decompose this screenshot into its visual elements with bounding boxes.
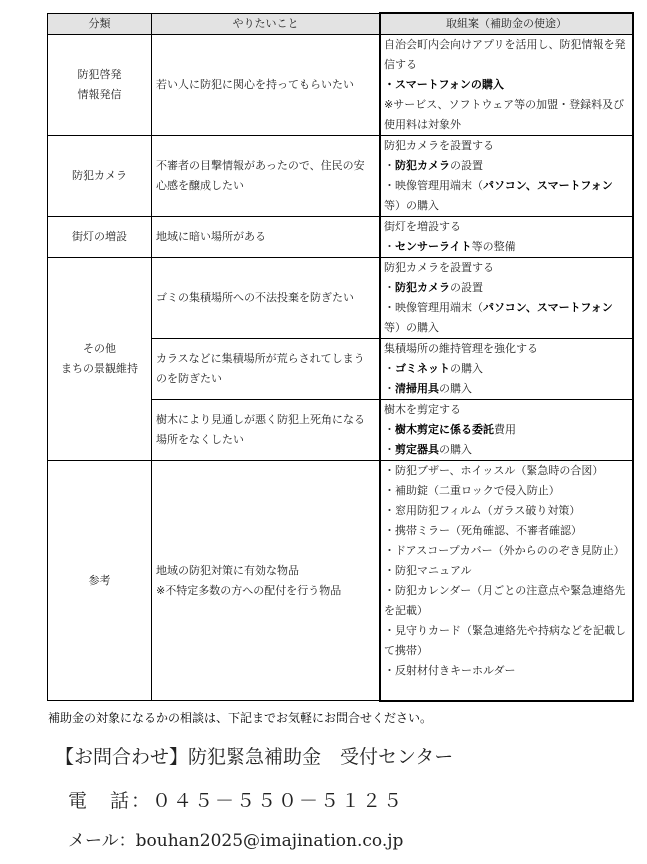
header-want: やりたいこと	[152, 13, 381, 35]
plan-line	[384, 136, 629, 156]
plan-text: 等）の購入	[384, 321, 439, 334]
plan-text-bold: 防犯カメラ	[395, 281, 450, 294]
plan-text: ・	[384, 159, 395, 172]
plan-cell	[380, 461, 633, 701]
header-plan: 取組案（補助金の使途）	[380, 13, 633, 35]
plan-text: ・	[384, 240, 395, 253]
want-line: 地域の防犯対策に有効な物品	[156, 563, 299, 577]
category-label: まちの景観維持	[61, 362, 138, 375]
category-cell	[48, 136, 152, 217]
plan-line	[384, 95, 629, 135]
plan-text: 等の整備	[471, 240, 516, 253]
plan-line	[384, 258, 629, 278]
category-label: 防犯啓発	[77, 68, 122, 81]
plan-text: の購入	[439, 443, 472, 456]
plan-text: ・	[384, 281, 395, 294]
category-cell	[48, 217, 152, 258]
category-cell	[48, 461, 152, 701]
plan-line	[384, 621, 629, 661]
plan-text: ・防犯カレンダー（月ごとの注意点や緊急連絡先を記載）	[384, 584, 626, 617]
category-cell	[48, 258, 152, 461]
plan-text: 樹木を剪定する	[384, 403, 461, 416]
plan-line	[384, 501, 629, 521]
plan-text: ・反射材付きキーホルダー	[384, 664, 516, 677]
plan-text: 防犯カメラを設置する	[384, 261, 494, 274]
consultation-note: 補助金の対象になるかの相談は、下記までお気軽にお問合せください。	[48, 711, 433, 725]
plan-text: ※サービス、ソフトウェア等の加盟・登録料及び使用料は対象外	[384, 98, 625, 131]
plan-line	[384, 75, 629, 95]
plan-line	[384, 359, 629, 379]
want-cell: カラスなどに集積場所が荒らされてしまうのを防ぎたい	[152, 339, 381, 400]
plan-text: の購入	[450, 362, 483, 375]
header-category: 分類	[48, 13, 152, 35]
table-row	[48, 217, 634, 258]
plan-line	[384, 35, 629, 75]
plan-text-bold: パソコン、スマートフォン	[483, 301, 613, 314]
plan-line	[384, 339, 629, 359]
plan-text: ・窓用防犯フィルム（ガラス破り対策）	[384, 504, 581, 517]
plan-text: 街灯を増設する	[384, 220, 461, 233]
plan-line	[384, 400, 629, 420]
table-row	[48, 35, 634, 136]
plan-line	[384, 581, 629, 621]
plan-text: の購入	[439, 382, 472, 395]
subsidy-usage-table	[47, 12, 634, 702]
contact-title: 【お問合わせ】防犯緊急補助金 受付センター	[55, 746, 454, 768]
plan-line	[384, 661, 629, 681]
plan-line	[384, 217, 629, 237]
plan-text-bold: ・スマートフォンの購入	[384, 78, 504, 91]
category-label: 防犯カメラ	[72, 169, 127, 182]
plan-cell	[380, 35, 633, 136]
plan-text: の設置	[450, 281, 483, 294]
plan-cell	[380, 339, 633, 400]
plan-text-bold: パソコン、スマートフォン	[483, 179, 613, 192]
plan-line	[384, 237, 629, 257]
want-line: ※不特定多数の方への配付を行う物品	[156, 583, 342, 597]
plan-text-bold: センサーライト	[395, 240, 472, 253]
want-cell: 若い人に防犯に関心を持ってもらいたい	[152, 35, 381, 136]
category-label: 街灯の増設	[72, 230, 127, 243]
category-cell	[48, 35, 152, 136]
plan-text: ・映像管理用端末（	[384, 301, 483, 314]
plan-text: ・見守りカード（緊急連絡先や持病などを記載して携帯）	[384, 624, 626, 657]
want-cell: 樹木により見通しが悪く防犯上死角になる場所をなくしたい	[152, 400, 381, 461]
plan-cell	[380, 258, 633, 339]
plan-text: 等）の購入	[384, 199, 439, 212]
plan-line	[384, 461, 629, 481]
plan-line	[384, 176, 629, 216]
plan-cell	[380, 217, 633, 258]
plan-line	[384, 541, 629, 561]
plan-text-bold: 剪定器具	[395, 443, 439, 456]
want-cell: 不審者の目撃情報があったので、住民の安心感を醸成したい	[152, 136, 381, 217]
plan-line	[384, 561, 629, 581]
plan-line	[384, 379, 629, 399]
plan-text: 自治会町内会向けアプリを活用し、防犯情報を発信する	[384, 38, 626, 71]
plan-text-bold: 防犯カメラ	[395, 159, 450, 172]
want-cell: 地域に暗い場所がある	[152, 217, 381, 258]
plan-text: ・映像管理用端末（	[384, 179, 483, 192]
plan-text: ・ドアスコープカバー（外からののぞき見防止）	[384, 544, 625, 557]
plan-text: ・	[384, 423, 395, 436]
want-cell: ゴミの集積場所への不法投棄を防ぎたい	[152, 258, 381, 339]
want-cell	[152, 461, 381, 701]
plan-cell	[380, 136, 633, 217]
plan-line	[384, 278, 629, 298]
plan-line	[384, 420, 629, 440]
contact-phone: 電 話：０４５－５５０－５１２５	[68, 790, 405, 812]
contact-email[interactable]: メール：bouhan2025@imajination.co.jp	[68, 831, 404, 851]
table-row	[48, 461, 634, 701]
plan-text-bold: ゴミネット	[395, 362, 450, 375]
category-label: 参考	[88, 573, 111, 587]
table-row	[48, 258, 634, 339]
plan-line	[384, 156, 629, 176]
plan-text: 費用	[494, 423, 516, 436]
plan-text-bold: 清掃用具	[395, 382, 439, 395]
table-row	[48, 136, 634, 217]
plan-line	[384, 521, 629, 541]
plan-text: ・防犯ブザー、ホイッスル（緊急時の合図）	[384, 464, 604, 477]
plan-text: ・	[384, 362, 395, 375]
plan-line	[384, 298, 629, 338]
plan-text: ・携帯ミラー（死角確認、不審者確認）	[384, 524, 582, 537]
plan-line	[384, 440, 629, 460]
category-label: その他	[83, 342, 116, 355]
plan-text: 集積場所の維持管理を強化する	[384, 342, 538, 355]
plan-line	[384, 481, 629, 501]
plan-text: ・	[384, 443, 395, 456]
plan-text: の設置	[450, 159, 483, 172]
category-label: 情報発信	[77, 88, 122, 101]
plan-text-bold: 樹木剪定に係る委託	[395, 423, 494, 436]
table-header-row	[48, 13, 634, 35]
plan-text: ・防犯マニュアル	[384, 564, 472, 577]
plan-text: ・補助錠（二重ロックで侵入防止）	[384, 484, 560, 497]
plan-text: ・	[384, 382, 395, 395]
plan-text: 防犯カメラを設置する	[384, 139, 494, 152]
plan-cell	[380, 400, 633, 461]
